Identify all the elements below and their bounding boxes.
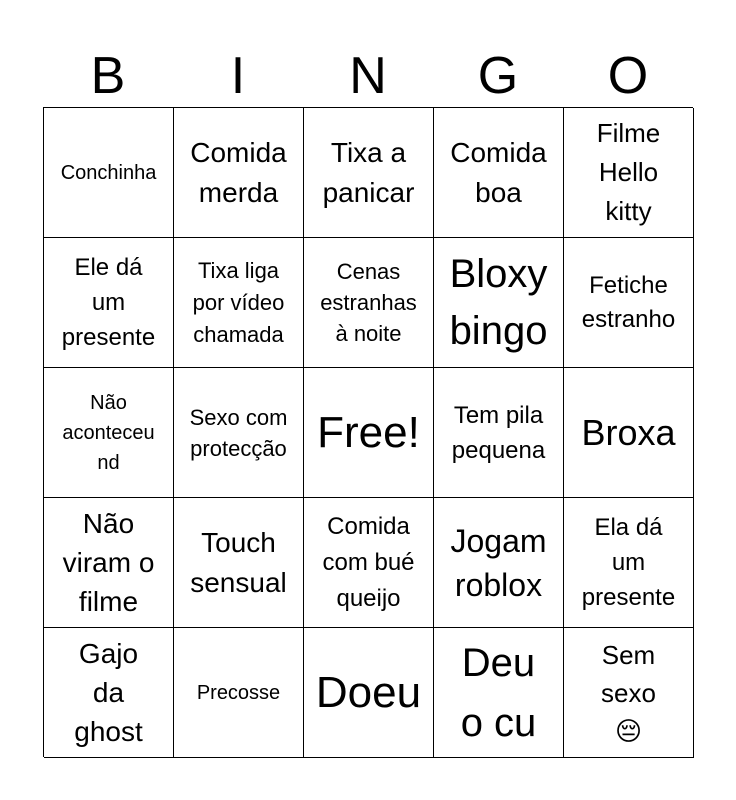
cell-text: Comida boa xyxy=(450,136,547,208)
bingo-cell[interactable] xyxy=(564,368,694,498)
cell-text: Comida com bué queijo xyxy=(322,512,415,612)
cell-text: Free! xyxy=(317,407,420,457)
cell-text: Deu o cu xyxy=(460,640,537,745)
cell-text: Ele dá um presente xyxy=(61,254,156,351)
bingo-cell[interactable] xyxy=(304,368,434,498)
bingo-cell[interactable] xyxy=(304,238,434,368)
bingo-cell[interactable] xyxy=(174,628,304,758)
bingo-cell[interactable] xyxy=(44,628,174,758)
bingo-cell[interactable] xyxy=(44,368,174,498)
bingo-header xyxy=(43,48,693,104)
cell-text: Filme Hello kitty xyxy=(596,118,661,226)
bingo-cell[interactable] xyxy=(564,238,694,368)
bingo-cell[interactable] xyxy=(434,238,564,368)
bingo-cell[interactable] xyxy=(304,108,434,238)
header-letter-g: G xyxy=(477,47,519,105)
cell-text: Broxa xyxy=(581,411,676,453)
header-letter-i: I xyxy=(230,47,246,105)
bingo-cell[interactable] xyxy=(174,498,304,628)
cell-text: Conchinha xyxy=(60,161,157,184)
cell-text: Ela dá um presente xyxy=(581,514,676,611)
bingo-cell[interactable] xyxy=(304,628,434,758)
cell-text: Sem sexo 😔 xyxy=(601,639,656,746)
bingo-cell[interactable] xyxy=(564,498,694,628)
cell-text: Touch sensual xyxy=(190,526,287,598)
cell-text: Doeu xyxy=(315,667,422,717)
bingo-cell[interactable] xyxy=(564,108,694,238)
cell-text: Gajo da ghost xyxy=(74,638,143,747)
cell-text: Comida merda xyxy=(190,136,287,208)
cell-text: Não viram o filme xyxy=(62,508,155,617)
bingo-card xyxy=(43,107,693,757)
cell-text: Tixa a panicar xyxy=(322,136,415,208)
cell-text: Precosse xyxy=(196,681,281,704)
cell-text: Fetiche estranho xyxy=(581,271,676,333)
header-letter-n: N xyxy=(349,47,387,105)
cell-text: Bloxy bingo xyxy=(449,251,548,353)
bingo-cell[interactable] xyxy=(564,628,694,758)
bingo-cell[interactable] xyxy=(174,368,304,498)
header-letter-b: B xyxy=(90,47,126,105)
cell-text: Tem pila pequena xyxy=(451,401,546,464)
bingo-cell[interactable] xyxy=(434,628,564,758)
cell-text: Tixa liga por vídeo chamada xyxy=(192,257,285,347)
cell-text: Sexo com protecção xyxy=(189,404,288,461)
bingo-cell[interactable] xyxy=(434,108,564,238)
bingo-cell[interactable] xyxy=(304,498,434,628)
header-letter-o: O xyxy=(607,47,649,105)
cell-text: Jogam roblox xyxy=(450,522,547,603)
cell-text: Não aconteceu nd xyxy=(62,391,155,474)
bingo-cell[interactable] xyxy=(434,368,564,498)
bingo-cell[interactable] xyxy=(174,108,304,238)
bingo-cell[interactable] xyxy=(44,498,174,628)
bingo-cell[interactable] xyxy=(44,238,174,368)
bingo-cell[interactable] xyxy=(174,238,304,368)
bingo-cell[interactable] xyxy=(434,498,564,628)
bingo-cell[interactable] xyxy=(44,108,174,238)
cell-text: Cenas estranhas à noite xyxy=(320,259,417,346)
